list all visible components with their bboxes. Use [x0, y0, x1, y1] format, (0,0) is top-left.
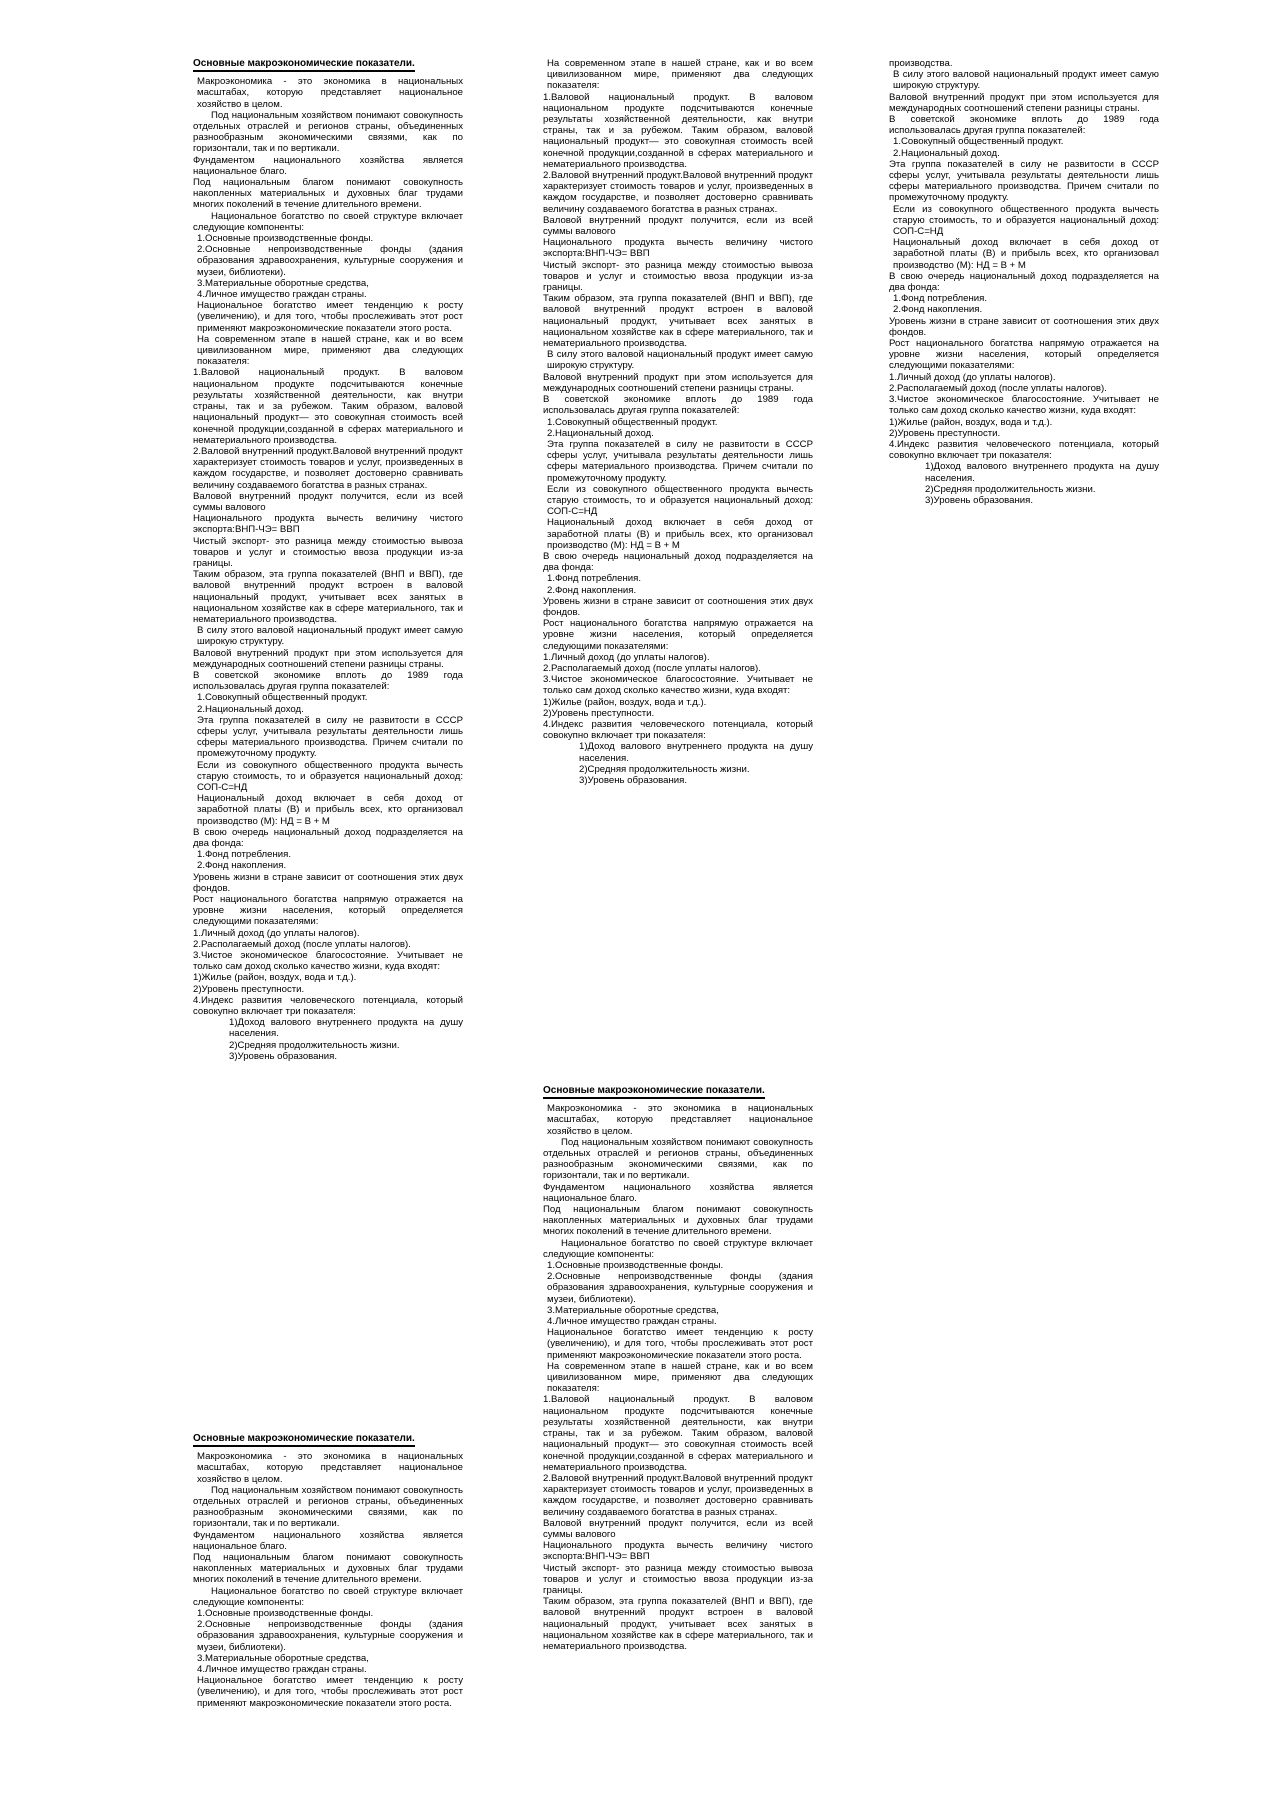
- list-item: 2.Фонд накопления.: [197, 860, 287, 872]
- paragraph-widest: В силу этого валовой национальный продукт имеет самую широкую структуру.: [547, 349, 813, 372]
- paragraph-wealth-growth: Национальное богатство имеет тенденцию к росту (увеличению), и для того, чтобы прослеживать этот рост применяют макроэкономические показатели этого роста.: [197, 1675, 463, 1709]
- list-item: 1.Личный доход (до уплаты налогов).: [543, 651, 710, 663]
- list-item: 3)Уровень образования.: [229, 1050, 338, 1062]
- paragraph-thus: Таким образом, эта группа показателей (ВНП и ВВП), где валовой внутренний продукт встроен в валовой национальный продукт, учитывает всех занятых в национальном хозяйстве как в сфере материального, так и нематериального производства.: [543, 293, 813, 350]
- paragraph-thus: Таким образом, эта группа показателей (ВНП и ВВП), где валовой внутренний продукт встроен в валовой национальный продукт, учитывает всех занятых в национальном хозяйстве как в сфере материального, так и нематериального производства.: [543, 1596, 813, 1652]
- page-column-2: [543, 58, 813, 963]
- list-item: 3.Чистое экономическое благосостояние. Учитывает не только сам доход сколько качество жизни, куда входят:: [193, 950, 463, 973]
- paragraph-living: Уровень жизни в стране зависит от соотношения этих двух фондов.: [193, 871, 463, 894]
- list-item: 1.Совокупный общественный продукт.: [197, 692, 368, 704]
- list-item: 1.Совокупный общественный продукт.: [893, 136, 1064, 148]
- paragraph-definition: Макроэкономика - это экономика в национальных масштабах, которую представляет национальное хозяйство в целом.: [197, 76, 463, 110]
- list-item: 2.Фонд накопления.: [547, 584, 637, 596]
- paragraph-wealth-growth: Национальное богатство имеет тенденцию к росту (увеличению), и для того, чтобы прослеживать этот рост применяют макроэкономические показатели этого роста.: [547, 1327, 813, 1361]
- paragraph-gdp: 2.Валовой внутренний продукт.Валовой внутренний продукт характеризует стоимость товаров и услуг, произведенных в каждом государстве, и позволяет достоверно сравнивать величину создаваемого богатства в разных странах.: [543, 170, 813, 215]
- list-item: 1.Фонд потребления.: [197, 849, 291, 861]
- paragraph-income-components: Национальный доход включает в себя доход от заработной платы (В) и прибыль всех, кто организовал производство (М): НД = В + М: [197, 793, 463, 827]
- paragraph-gdp-calc-2: Национального продукта вычесть величину чистого экспорта:ВНП-ЧЭ= ВВП: [193, 513, 463, 536]
- paragraph-gdp: 2.Валовой внутренний продукт.Валовой внутренний продукт характеризует стоимость товаров и услуг, произведенных в каждом государстве, и позволяет достоверно сравнивать величину создаваемого богатства в разных странах.: [543, 1472, 813, 1518]
- list-item: 3.Чистое экономическое благосостояние. Учитывает не только сам доход сколько качество жизни, куда входят:: [543, 674, 813, 697]
- page-column-2-bottom: [543, 1085, 813, 1805]
- list-item: 1)Доход валового внутреннего продукта на душу населения.: [579, 741, 813, 764]
- paragraph-ussr: Эта группа показателей в силу не развитости в СССР сферы услуг, учитывала результаты деятельности лишь сферы материального производства. Причем считали по промежуточному продукту.: [547, 438, 813, 484]
- paragraph-gdp-used: Валовой внутренний продукт при этом используется для международных соотношений степени разницы страны.: [543, 371, 813, 394]
- list-item: 3)Уровень образования.: [579, 775, 688, 786]
- paragraph-growth: Рост национального богатства напрямую отражается на уровне жизни населения, который определяется следующими показателями:: [193, 894, 463, 928]
- list-item: 4.Личное имущество граждан страны.: [547, 1316, 717, 1328]
- paragraph-gnp: 1.Валовой национальный продукт. В валовом национальном продукте подсчитываются конечные результаты хозяйственной деятельности, как внутри страны, так и за рубежом. Таким образом, валовой национальный продукт— это совокупная стоимость всей конечной продукции,созданной в сферах материального и нематериального производства.: [543, 91, 813, 170]
- paragraph-national-good: Под национальным благом понимают совокупность накопленных материальных и духовных благ трудами многих поколений в течение длительного времени.: [193, 177, 463, 211]
- list-item: 2.Располагаемый доход (после уплаты налогов).: [889, 382, 1107, 394]
- paragraph-foundation: Фундаментом национального хозяйства является национальное благо.: [543, 1181, 813, 1204]
- list-item: 3.Чистое экономическое благосостояние. Учитывает не только сам доход сколько качество жизни, куда входят:: [889, 394, 1159, 417]
- paragraph-living: Уровень жизни в стране зависит от соотношения этих двух фондов.: [543, 595, 813, 618]
- paragraph-national-economy: Под национальным хозяйством понимают совокупность отдельных отраслей и регионов страны, объединенных разнообразным экономическими связями, как по горизонтали, так и по вертикали.: [543, 1136, 813, 1182]
- paragraph-national-good: Под национальным благом понимают совокупность накопленных материальных и духовных благ трудами многих поколений в течение длительного времени.: [543, 1204, 813, 1238]
- paragraph-gdp-calc: Валовой внутренний продукт получится, если из всей суммы валового: [193, 490, 463, 513]
- list-item: 3.Материальные оборотные средства,: [197, 277, 369, 289]
- paragraph-soviet: В советской экономике вплоть до 1989 года использовалась другая группа показателей:: [543, 394, 813, 417]
- list-item: 1)Доход валового внутреннего продукта на душу населения.: [229, 1017, 463, 1040]
- list-item: 1.Основные производственные фонды.: [197, 233, 374, 245]
- list-item: 4.Личное имущество граждан страны.: [197, 289, 367, 301]
- list-item: 2.Располагаемый доход (после уплаты налогов).: [193, 938, 411, 950]
- paragraph-gdp-calc-2: Национального продукта вычесть величину чистого экспорта:ВНП-ЧЭ= ВВП: [543, 237, 813, 260]
- paragraph-thus: Таким образом, эта группа показателей (ВНП и ВВП), где валовой внутренний продукт встроен в валовой национальный продукт, учитывает всех занятых в национальном хозяйстве как в сфере материального, так и нематериального производства.: [193, 569, 463, 625]
- list-item: 1.Фонд потребления.: [893, 293, 987, 305]
- paragraph-gdp: 2.Валовой внутренний продукт.Валовой внутренний продукт характеризует стоимость товаров и услуг, произведенных в каждом государстве, и позволяет достоверно сравнивать величину создаваемого богатства в разных странах.: [193, 445, 463, 491]
- paragraph-net-export: Чистый экспорт- это разница между стоимостью вывоза товаров и услуг и стоимостью ввоза продукции из-за границы.: [543, 1562, 813, 1596]
- section-title: Основные макроэкономические показатели.: [193, 1433, 415, 1447]
- paragraph-current-stage: На современном этапе в нашей стране, как и во всем цивилизованном мире, применяют два следующих показателя:: [197, 333, 463, 368]
- list-item: 1)Жилье (район, воздух, вода и т.д.).: [543, 696, 707, 708]
- paragraph-widest: В силу этого валовой национальный продукт имеет самую широкую структуру.: [197, 625, 463, 648]
- paragraph-gdp-used: Валовой внутренний продукт при этом используется для международных соотношений степени разницы страны.: [889, 91, 1159, 114]
- paragraph-foundation: Фундаментом национального хозяйства является национальное благо.: [193, 1529, 463, 1552]
- list-item: 2)Средняя продолжительность жизни.: [579, 763, 750, 775]
- list-item: 4.Индекс развития человеческого потенциала, который совокупно включает три показателя:: [193, 994, 463, 1018]
- list-item: 2.Национальный доход.: [197, 703, 304, 715]
- paragraph-living: Уровень жизни в стране зависит от соотношения этих двух фондов.: [889, 315, 1159, 338]
- paragraph-national-good: Под национальным благом понимают совокупность накопленных материальных и духовных благ трудами многих поколений в течение длительного времени.: [193, 1552, 463, 1586]
- list-item: 2)Уровень преступности.: [193, 983, 305, 995]
- list-item: 2.Основные непроизводственные фонды (здания образования здравоохранения, культурные сооружения и музеи, библиотеки).: [197, 1619, 463, 1653]
- list-item: 1)Жилье (район, воздух, вода и т.д.).: [193, 972, 357, 984]
- list-item: 2)Уровень преступности.: [889, 427, 1001, 439]
- list-item: 1.Основные производственные фонды.: [547, 1260, 724, 1272]
- list-item: 1.Личный доход (до уплаты налогов).: [193, 927, 360, 939]
- paragraph-definition: Макроэкономика - это экономика в национальных масштабах, которую представляет национальное хозяйство в целом.: [547, 1103, 813, 1137]
- paragraph-net-export: Чистый экспорт- это разница между стоимостью вывоза товаров и услуг и стоимостью ввоза продукции из-за границы.: [543, 259, 813, 294]
- list-item: 1.Личный доход (до уплаты налогов).: [889, 371, 1056, 383]
- paragraph-growth: Рост национального богатства напрямую отражается на уровне жизни населения, который определяется следующими показателями:: [889, 338, 1159, 372]
- list-item: 2)Уровень преступности.: [543, 707, 655, 719]
- paragraph-soviet: В советской экономике вплоть до 1989 года использовалась другая группа показателей:: [193, 669, 463, 693]
- page-column-1-bottom: [193, 1433, 463, 1783]
- list-item: 1.Совокупный общественный продукт.: [547, 416, 718, 428]
- paragraph-income: Если из совокупного общественного продукта вычесть старую стоимость, то и образуется национальный доход: СОП-С=НД: [197, 759, 463, 793]
- list-item: 2.Основные непроизводственные фонды (здания образования здравоохранения, культурные сооружения и музеи, библиотеки).: [547, 1271, 813, 1305]
- list-item: 2.Располагаемый доход (после уплаты налогов).: [543, 662, 761, 674]
- paragraph-income-split: В свою очередь национальный доход подразделяется на два фонда:: [193, 826, 463, 850]
- paragraph-income: Если из совокупного общественного продукта вычесть старую стоимость, то и образуется национальный доход: СОП-С=НД: [893, 203, 1159, 238]
- paragraph-income-split: В свою очередь национальный доход подразделяется на два фонда:: [543, 550, 813, 574]
- paragraph-ussr: Эта группа показателей в силу не развитости в СССР сферы услуг, учитывала результаты деятельности лишь сферы материального производства. Причем считали по промежуточному продукту.: [889, 158, 1159, 204]
- list-item: 3)Уровень образования.: [925, 494, 1034, 506]
- list-item: 1)Жилье (район, воздух, вода и т.д.).: [889, 416, 1053, 428]
- list-item: 2.Фонд накопления.: [893, 304, 983, 316]
- paragraph-national-economy: Под национальным хозяйством понимают совокупность отдельных отраслей и регионов страны, объединенных разнообразным экономическими связями, как по горизонтали, так и по вертикали.: [193, 1484, 463, 1530]
- list-item: 4.Личное имущество граждан страны.: [197, 1664, 367, 1676]
- list-item: 2)Средняя продолжительность жизни.: [229, 1039, 400, 1051]
- paragraph-production-word: производства.: [889, 58, 953, 69]
- list-item: 2.Национальный доход.: [547, 427, 654, 439]
- paragraph-wealth-structure: Национальное богатство по своей структуре включает следующие компоненты:: [193, 1585, 463, 1608]
- list-item: 2.Основные непроизводственные фонды (здания образования здравоохранения, культурные сооружения и музеи, библиотеки).: [197, 244, 463, 278]
- paragraph-gdp-used: Валовой внутренний продукт при этом используется для международных соотношений степени разницы страны.: [193, 647, 463, 670]
- paragraph-widest: В силу этого валовой национальный продукт имеет самую широкую структуру.: [893, 69, 1159, 92]
- paragraph-ussr: Эта группа показателей в силу не развитости в СССР сферы услуг, учитывала результаты деятельности лишь сферы материального производства. Причем считали по промежуточному продукту.: [197, 714, 463, 760]
- page-column-3: [889, 58, 1159, 618]
- list-item: 4.Индекс развития человеческого потенциала, который совокупно включает три показателя:: [889, 438, 1159, 462]
- list-item: 2)Средняя продолжительность жизни.: [925, 483, 1096, 495]
- section-title: Основные макроэкономические показатели.: [193, 58, 415, 72]
- list-item: 2.Национальный доход.: [893, 147, 1000, 159]
- paragraph-foundation: Фундаментом национального хозяйства является национальное благо.: [193, 154, 463, 177]
- paragraph-growth: Рост национального богатства напрямую отражается на уровне жизни населения, который определяется следующими показателями:: [543, 618, 813, 652]
- paragraph-current-stage: На современном этапе в нашей стране, как и во всем цивилизованном мире, применяют два следующих показателя:: [547, 58, 813, 92]
- paragraph-income: Если из совокупного общественного продукта вычесть старую стоимость, то и образуется национальный доход: СОП-С=НД: [547, 483, 813, 518]
- paragraph-gnp: 1.Валовой национальный продукт. В валовом национальном продукте подсчитываются конечные результаты хозяйственной деятельности, как внутри страны, так и за рубежом. Таким образом, валовой национальный продукт— это совокупная стоимость всей конечной продукции,созданной в сферах материального и нематериального производства.: [543, 1394, 813, 1473]
- list-item: 4.Индекс развития человеческого потенциала, который совокупно включает три показателя:: [543, 718, 813, 742]
- paragraph-income-split: В свою очередь национальный доход подразделяется на два фонда:: [889, 270, 1159, 294]
- paragraph-definition: Макроэкономика - это экономика в национальных масштабах, которую представляет национальное хозяйство в целом.: [197, 1451, 463, 1485]
- paragraph-net-export: Чистый экспорт- это разница между стоимостью вывоза товаров и услуг и стоимостью ввоза продукции из-за границы.: [193, 535, 463, 569]
- page-column-1: [193, 58, 463, 1270]
- paragraph-gdp-calc: Валовой внутренний продукт получится, если из всей суммы валового: [543, 214, 813, 238]
- section-title: Основные макроэкономические показатели.: [543, 1085, 765, 1099]
- paragraph-gnp: 1.Валовой национальный продукт. В валовом национальном продукте подсчитываются конечные результаты хозяйственной деятельности, как внутри страны, так и за рубежом. Таким образом, валовой национальный продукт— это совокупная стоимость всей конечной продукции,созданной в сферах материального и нематериального производства.: [193, 367, 463, 446]
- list-item: 1.Фонд потребления.: [547, 573, 641, 585]
- list-item: 1.Основные производственные фонды.: [197, 1608, 374, 1620]
- paragraph-wealth-structure: Национальное богатство по своей структуре включает следующие компоненты:: [193, 210, 463, 233]
- paragraph-wealth-growth: Национальное богатство имеет тенденцию к росту (увеличению), и для того, чтобы прослеживать этот рост применяют макроэкономические показатели этого роста.: [197, 300, 463, 334]
- list-item: 3.Материальные оборотные средства,: [197, 1652, 369, 1664]
- paragraph-national-economy: Под национальным хозяйством понимают совокупность отдельных отраслей и регионов страны, объединенных разнообразным экономическими связями, как по горизонтали, так и по вертикали.: [193, 109, 463, 155]
- paragraph-income-components: Национальный доход включает в себя доход от заработной платы (В) и прибыль всех, кто организовал производство (М): НД = В + М: [893, 237, 1159, 271]
- paragraph-gdp-calc: Валовой внутренний продукт получится, если из всей суммы валового: [543, 1517, 813, 1540]
- paragraph-income-components: Национальный доход включает в себя доход от заработной платы (В) и прибыль всех, кто организовал производство (М): НД = В + М: [547, 517, 813, 551]
- list-item: 3.Материальные оборотные средства,: [547, 1304, 719, 1316]
- paragraph-wealth-structure: Национальное богатство по своей структуре включает следующие компоненты:: [543, 1237, 813, 1260]
- paragraph-soviet: В советской экономике вплоть до 1989 года использовалась другая группа показателей:: [889, 114, 1159, 137]
- paragraph-current-stage: На современном этапе в нашей стране, как и во всем цивилизованном мире, применяют два следующих показателя:: [547, 1360, 813, 1395]
- paragraph-gdp-calc-2: Национального продукта вычесть величину чистого экспорта:ВНП-ЧЭ= ВВП: [543, 1540, 813, 1563]
- list-item: 1)Доход валового внутреннего продукта на душу населения.: [925, 461, 1159, 484]
